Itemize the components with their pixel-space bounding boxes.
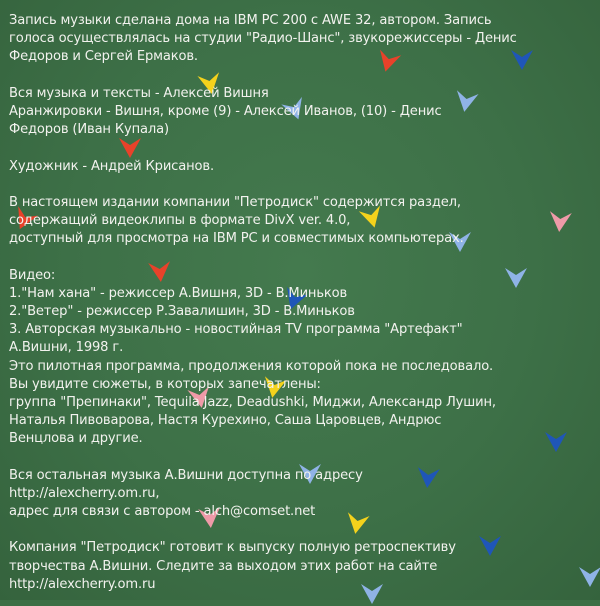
text-line: 2."Ветер" - режиссер Р.Завалишин, 3D - В.Миньков <box>9 304 355 319</box>
text-line: творчества А.Вишни. Следите за выходом этих работ на сайте <box>9 558 438 574</box>
paragraph-gap <box>9 67 594 85</box>
text-line: Это пилотная программа, продолжения которой пока не последовало. <box>9 358 494 374</box>
paragraph-gap <box>9 139 594 157</box>
text-line: адрес для связи с автором - alch@comset.net <box>9 504 316 520</box>
text-line: В настоящем издании компании "Петродиск" содержится раздел, <box>9 194 461 210</box>
paragraph-gap <box>9 521 594 539</box>
text-line: Федоров и Сергей Ермаков. <box>9 49 198 65</box>
text-line: Аранжировки - Вишня, кроме (9) - Алексей Иванов, (10) - Денис <box>9 103 442 119</box>
text-line: голоса осуществлялась на студии "Радио-Шанс", звукорежиссеры - Денис <box>9 31 517 47</box>
text-line: А.Вишни, 1998 г. <box>9 340 124 356</box>
text-line: Вся остальная музыка А.Вишни доступна по адресу <box>9 467 363 483</box>
text-line: Наталья Пивоварова, Настя Курехино, Саша Царовцев, Андрюс <box>9 413 442 429</box>
text-line: доступный для просмотра на IBM PC и совместимых компьютерах. <box>9 231 464 247</box>
text-line: Венцлова и другие. <box>9 431 143 447</box>
text-line: 3. Авторская музыкально - новостийная TV программа "Артефакт" <box>9 322 463 338</box>
text-line: группа "Препинаки", Tequila Jazz, Deadushki, Миджи, Александр Лушин, <box>9 394 496 410</box>
text-line: Запись музыки сделана дома на IBM PC 200 с AWE 32, автором. Запись <box>9 13 492 28</box>
text-line: содержащий видеоклипы в формате DivX ver. 4.0, <box>9 213 351 229</box>
text-line: Вся музыка и тексты - Алексей Вишня <box>9 85 269 101</box>
paragraph-video <box>9 267 594 449</box>
paragraph-gap <box>9 248 594 266</box>
paragraph-announce <box>9 539 594 594</box>
paragraph-artist <box>9 158 594 176</box>
text-line: Видео: <box>9 267 56 283</box>
text-line: 1."Нам хана" - режиссер А.Вишня, 3D - В.Миньков <box>9 285 348 301</box>
paragraph-gap <box>9 176 594 194</box>
paragraph-contacts <box>9 467 594 522</box>
text-line: http://alexcherry.om.ru, <box>9 485 160 501</box>
booklet-text <box>9 12 594 594</box>
paragraph-edition <box>9 194 594 249</box>
paragraph-gap <box>9 449 594 467</box>
text-line: Вы увидите сюжеты, в которых запечатлены: <box>9 376 321 392</box>
paragraph-recording <box>9 12 594 67</box>
text-line: Художник - Андрей Крисанов. <box>9 158 214 174</box>
text-line: http://alexcherry.om.ru <box>9 576 156 592</box>
paragraph-credits <box>9 85 594 140</box>
text-line: Компания "Петродиск" готовит к выпуску полную ретроспективу <box>9 540 456 556</box>
text-line: Федоров (Иван Купала) <box>9 122 169 138</box>
